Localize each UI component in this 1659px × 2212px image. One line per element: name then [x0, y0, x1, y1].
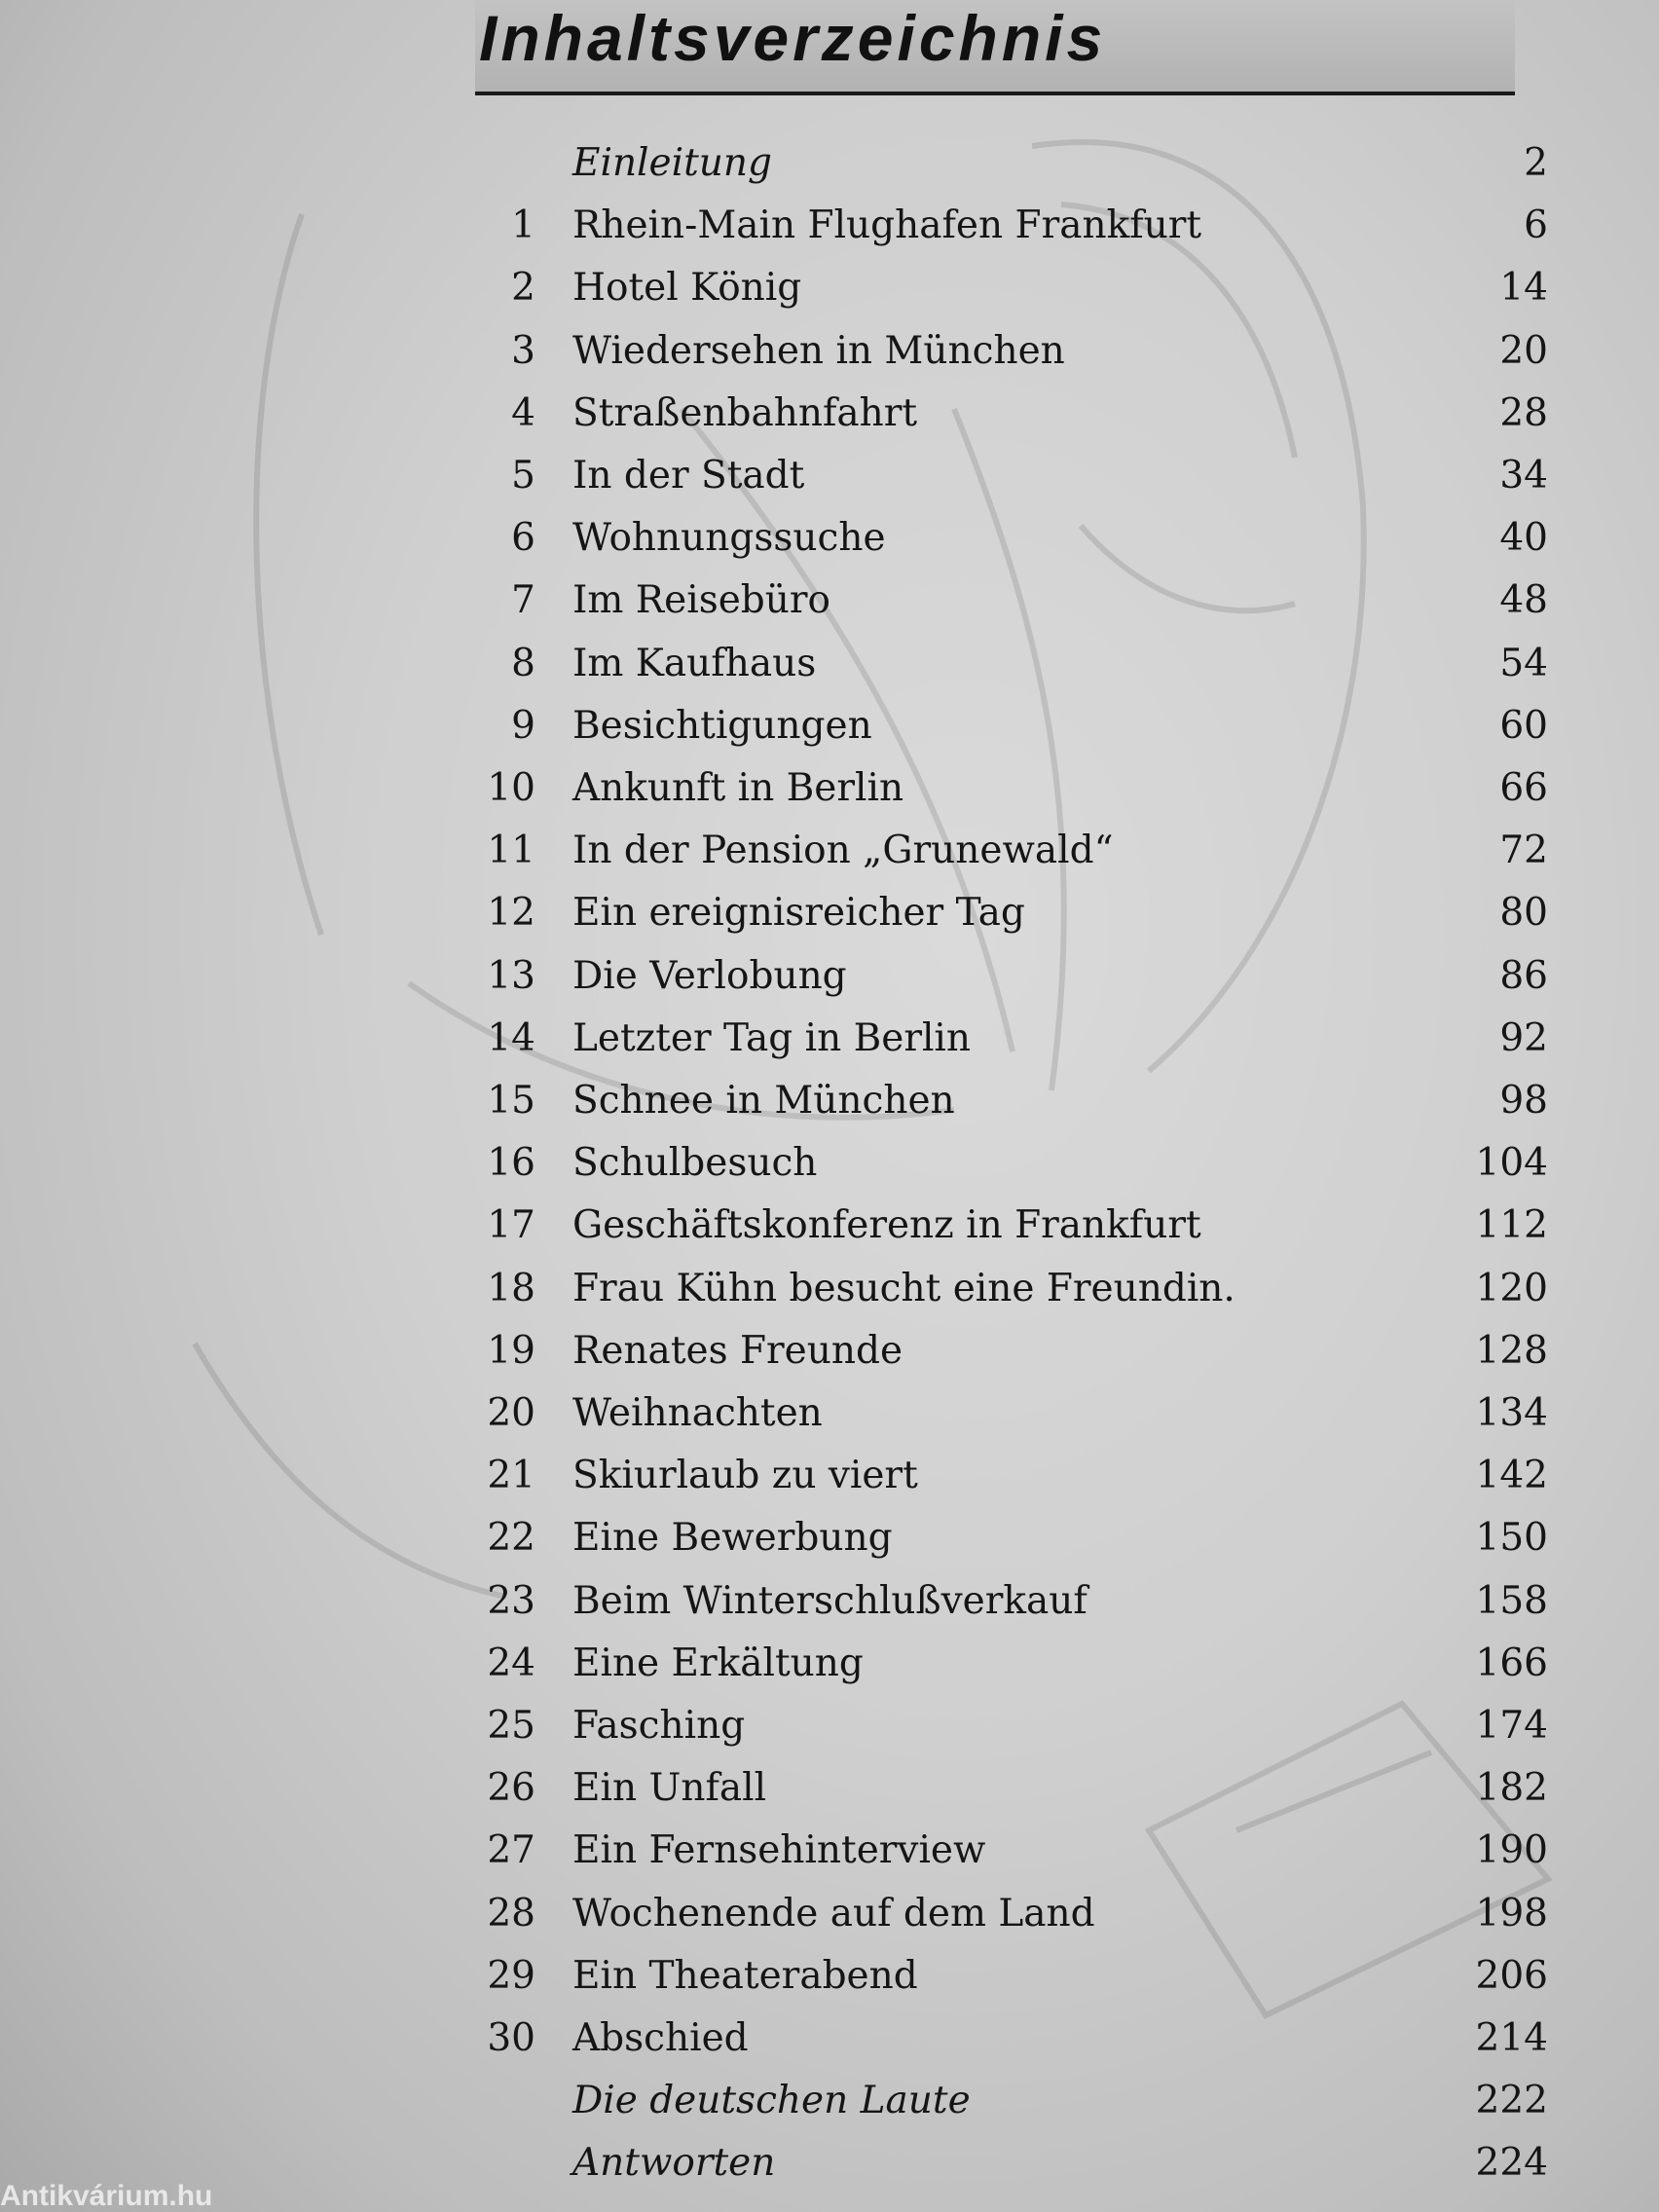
watermark: Antikvárium.hu: [0, 2180, 213, 2212]
chapter-title: Wochenende auf dem Land: [572, 1892, 1095, 1936]
toc-row: [458, 2136, 1548, 2191]
toc-row: [458, 261, 1548, 315]
page-title: Inhaltsverzeichnis: [479, 2, 1107, 74]
page-number: 224: [1475, 2141, 1548, 2185]
chapter-title: Ein Theaterabend: [572, 1954, 918, 1998]
page-number: 190: [1475, 1828, 1548, 1872]
toc-row: [458, 2011, 1548, 2066]
chapter-title: Abschied: [572, 2016, 749, 2060]
page-number: 54: [1499, 642, 1548, 685]
chapter-number: 13: [487, 954, 535, 998]
toc-row: [458, 199, 1548, 253]
page-number: 72: [1499, 829, 1548, 872]
toc-row: [458, 1574, 1548, 1629]
page-number: 158: [1475, 1579, 1548, 1623]
page-number: 92: [1499, 1016, 1548, 1060]
chapter-title: Schulbesuch: [572, 1141, 818, 1185]
page-number: 66: [1499, 766, 1548, 810]
page-number: 112: [1475, 1203, 1548, 1247]
page-number: 2: [1524, 141, 1548, 185]
chapter-number: 3: [511, 329, 535, 373]
toc-row: [458, 637, 1548, 691]
page-number: 182: [1475, 1766, 1548, 1810]
toc-row: [458, 1136, 1548, 1191]
chapter-title: Ein Fernsehinterview: [572, 1828, 986, 1872]
toc-row: [458, 1637, 1548, 1691]
page-number: 86: [1499, 954, 1548, 998]
toc-row: [458, 1386, 1548, 1441]
toc-row: [458, 1324, 1548, 1379]
page-number: 48: [1499, 578, 1548, 622]
chapter-title: In der Pension „Grunewald“: [572, 829, 1114, 872]
toc-row: [458, 1262, 1548, 1316]
chapter-number: 11: [487, 829, 535, 872]
page-number: 80: [1499, 891, 1548, 935]
toc-row: [458, 1449, 1548, 1503]
toc-row: [458, 1761, 1548, 1816]
toc-row: [458, 1074, 1548, 1128]
toc-row: [458, 511, 1548, 566]
chapter-number: 23: [487, 1579, 535, 1623]
page-number: 128: [1475, 1329, 1548, 1373]
toc-row: [458, 449, 1548, 503]
chapter-number: 28: [487, 1892, 535, 1936]
page-number: 206: [1475, 1954, 1548, 1998]
page-number: 166: [1475, 1641, 1548, 1685]
chapter-number: 21: [487, 1454, 535, 1497]
chapter-number: 30: [487, 2016, 535, 2060]
chapter-title: Geschäftskonferenz in Frankfurt: [572, 1203, 1201, 1247]
toc-row: [458, 573, 1548, 628]
toc-row: [458, 2074, 1548, 2128]
toc-row: [458, 1824, 1548, 1878]
toc-row: [458, 1887, 1548, 1941]
chapter-title: Wohnungssuche: [572, 516, 886, 560]
chapter-title: Antworten: [572, 2141, 776, 2185]
chapter-title: Einleitung: [572, 141, 772, 185]
chapter-number: 24: [487, 1641, 535, 1685]
page-number: 174: [1475, 1704, 1548, 1748]
toc-row: [458, 324, 1548, 379]
page-number: 40: [1499, 516, 1548, 560]
chapter-number: 26: [487, 1766, 535, 1810]
chapter-number: 2: [511, 266, 535, 310]
toc-row: [458, 1198, 1548, 1253]
chapter-number: 12: [487, 891, 535, 935]
chapter-number: 16: [487, 1141, 535, 1185]
chapter-title: Frau Kühn besucht eine Freundin.: [572, 1267, 1235, 1310]
chapter-number: 14: [487, 1016, 535, 1060]
chapter-number: 8: [511, 642, 535, 685]
chapter-number: 29: [487, 1954, 535, 1998]
chapter-title: Weihnachten: [572, 1391, 823, 1435]
toc-row: [458, 1012, 1548, 1066]
chapter-number: 19: [487, 1329, 535, 1373]
page-number: 60: [1499, 704, 1548, 748]
chapter-title: Fasching: [572, 1704, 746, 1748]
toc-row: [458, 699, 1548, 754]
toc-row: [458, 886, 1548, 940]
toc-row: [458, 949, 1548, 1004]
chapter-number: 6: [511, 516, 535, 560]
toc-row: [458, 1949, 1548, 2004]
chapter-title: Schnee in München: [572, 1079, 955, 1123]
toc-row: [458, 136, 1548, 191]
chapter-title: Straßenbahnfahrt: [572, 391, 918, 435]
page-number: 6: [1524, 203, 1548, 247]
page-number: 28: [1499, 391, 1548, 435]
page-number: 14: [1499, 266, 1548, 310]
toc-row: [458, 1699, 1548, 1753]
chapter-number: 17: [487, 1203, 535, 1247]
chapter-title: Skiurlaub zu viert: [572, 1454, 918, 1497]
chapter-number: 20: [487, 1391, 535, 1435]
page-number: 134: [1475, 1391, 1548, 1435]
chapter-title: Letzter Tag in Berlin: [572, 1016, 972, 1060]
chapter-title: Ein Unfall: [572, 1766, 767, 1810]
toc-row: [458, 387, 1548, 441]
page-number: 222: [1475, 2079, 1548, 2122]
chapter-title: Im Kaufhaus: [572, 642, 817, 685]
page-number: 34: [1499, 454, 1548, 498]
chapter-title: Eine Erkältung: [572, 1641, 864, 1685]
chapter-title: Renates Freunde: [572, 1329, 903, 1373]
chapter-title: Rhein-Main Flughafen Frankfurt: [572, 203, 1202, 247]
chapter-number: 10: [487, 766, 535, 810]
chapter-title: Beim Winterschlußverkauf: [572, 1579, 1088, 1623]
chapter-number: 15: [487, 1079, 535, 1123]
chapter-title: Besichtigungen: [572, 704, 872, 748]
chapter-title: In der Stadt: [572, 454, 805, 498]
chapter-number: 7: [511, 578, 535, 622]
chapter-number: 5: [511, 454, 535, 498]
chapter-number: 22: [487, 1516, 535, 1560]
toc-row: [458, 761, 1548, 816]
page-number: 198: [1475, 1892, 1548, 1936]
page-number: 98: [1499, 1079, 1548, 1123]
chapter-title: Ankunft in Berlin: [572, 766, 904, 810]
page-number: 150: [1475, 1516, 1548, 1560]
chapter-title: Die deutschen Laute: [572, 2079, 971, 2122]
chapter-title: Ein ereignisreicher Tag: [572, 891, 1025, 935]
toc-row: [458, 824, 1548, 878]
chapter-title: Hotel König: [572, 266, 802, 310]
chapter-number: 9: [511, 704, 535, 748]
chapter-number: 18: [487, 1267, 535, 1310]
toc-row: [458, 1511, 1548, 1566]
chapter-number: 4: [511, 391, 535, 435]
chapter-title: Eine Bewerbung: [572, 1516, 893, 1560]
page-number: 104: [1475, 1141, 1548, 1185]
page-number: 142: [1475, 1454, 1548, 1497]
chapter-number: 1: [511, 203, 535, 247]
chapter-number: 27: [487, 1828, 535, 1872]
page-number: 214: [1475, 2016, 1548, 2060]
chapter-title: Die Verlobung: [572, 954, 847, 998]
chapter-title: Im Reisebüro: [572, 578, 831, 622]
chapter-number: 25: [487, 1704, 535, 1748]
chapter-title: Wiedersehen in München: [572, 329, 1065, 373]
page-number: 20: [1499, 329, 1548, 373]
page-number: 120: [1475, 1267, 1548, 1310]
